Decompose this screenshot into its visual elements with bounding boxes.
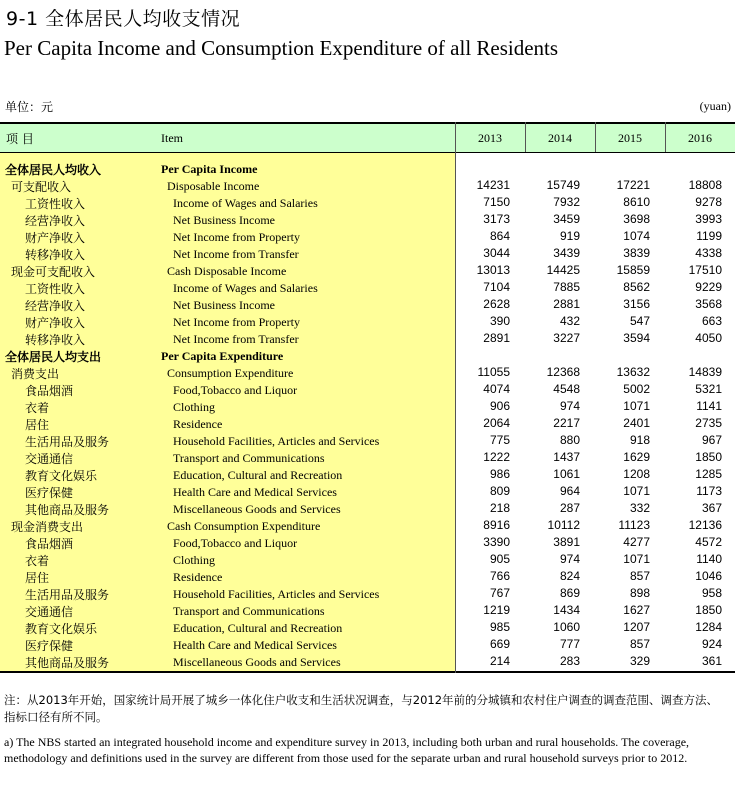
footnote-en: a) The NBS started an integrated household income and expenditure survey in 2013, including both urban and rural households. The coverage, methodology and definitions used in the survey are different from those used for the separate urban and rural household surveys prior to 2012. [4,735,690,765]
table-row [0,432,735,449]
cell-value: 4277 [623,535,650,549]
row-label-cn: 财产净收入 [25,231,86,245]
row-label-en: Education, Cultural and Recreation [173,468,343,482]
cell-value: 3439 [553,246,580,260]
cell-value: 1629 [623,450,650,464]
cell-value: 3044 [483,246,510,260]
row-label-en: Cash Disposable Income [167,264,287,278]
cell-value: 12368 [546,365,580,379]
footnote-cn: 注：从2013年开始，国家统计局开展了城乡一体化住户收支和生活状况调查，与2012年前的分城镇和农村住户调查的调查范围、调查方法、指标口径有所不同。 [4,693,719,724]
cell-value: 958 [701,586,722,600]
cell-value: 1850 [695,603,722,617]
cell-value: 5002 [623,382,650,396]
page-title-cn: 9-1 全体居民人均收支情况 [6,8,241,30]
table-row [0,347,735,364]
table-bottom-rule [0,671,735,673]
row-label-cn: 教育文化娱乐 [25,622,98,636]
cell-value: 964 [559,484,580,498]
cell-value: 2217 [553,416,580,430]
row-label-en: Food,Tobacco and Liquor [173,536,298,550]
header-year: 2016 [688,131,712,145]
table-row [0,330,735,347]
cell-value: 2401 [623,416,650,430]
row-label-en: Household Facilities, Articles and Services [173,434,380,448]
cell-value: 775 [489,433,510,447]
table-row [0,228,735,245]
cell-value: 974 [559,399,580,413]
row-label-cn: 食品烟酒 [25,537,74,551]
cell-value: 857 [629,637,650,651]
row-label-cn: 现金可支配收入 [11,265,96,279]
table-row [0,534,735,551]
row-label-cn: 消费支出 [11,367,60,381]
cell-value: 8916 [483,518,510,532]
cell-value: 1627 [623,603,650,617]
cell-value: 14231 [476,178,510,192]
table-row [0,551,735,568]
cell-value: 967 [701,433,722,447]
row-label-cn: 衣着 [25,401,50,415]
cell-value: 1173 [696,484,722,498]
column-divider [595,122,596,152]
cell-value: 663 [701,314,722,328]
cell-value: 11123 [618,518,650,532]
table-row [0,568,735,585]
row-label-cn: 医疗保健 [25,486,74,500]
table-top-rule [0,122,735,124]
cell-value: 3227 [553,331,580,345]
cell-value: 329 [629,654,650,668]
cell-value: 17221 [616,178,650,192]
cell-value: 390 [489,314,510,328]
cell-value: 14425 [546,263,580,277]
row-label-en: Net Income from Transfer [173,247,299,261]
cell-value: 3173 [483,212,510,226]
cell-value: 1437 [553,450,580,464]
cell-value: 918 [629,433,650,447]
header-year: 2014 [548,131,572,145]
cell-value: 218 [489,501,510,515]
row-label-cn: 财产净收入 [25,316,86,330]
table-row [0,398,735,415]
table-row [0,585,735,602]
cell-value: 3594 [623,331,650,345]
column-divider [665,122,666,152]
row-label-en: Per Capita Income [161,162,258,176]
cell-value: 367 [701,501,722,515]
row-label-cn: 教育文化娱乐 [25,469,98,483]
cell-value: 669 [489,637,510,651]
row-label-en: Health Care and Medical Services [173,638,337,652]
cell-value: 1071 [623,399,650,413]
cell-value: 924 [701,637,722,651]
row-label-en: Household Facilities, Articles and Services [173,587,380,601]
cell-value: 332 [629,501,650,515]
row-label-en: Income of Wages and Salaries [173,196,318,210]
row-label-en: Food,Tobacco and Liquor [173,383,298,397]
cell-value: 869 [559,586,580,600]
cell-value: 2064 [483,416,510,430]
row-label-cn: 其他商品及服务 [25,503,110,517]
unit-label-en: (yuan) [699,99,731,113]
row-label-cn: 医疗保健 [25,639,74,653]
table-row [0,194,735,211]
table-row [0,449,735,466]
row-label-en: Education, Cultural and Recreation [173,621,343,635]
row-label-cn: 生活用品及服务 [25,435,110,449]
cell-value: 8562 [623,280,650,294]
cell-value: 1141 [696,399,722,413]
cell-value: 1207 [623,620,650,634]
cell-value: 10112 [547,518,580,532]
row-label-en: Transport and Communications [173,451,325,465]
cell-value: 1285 [695,467,722,481]
row-label-en: Health Care and Medical Services [173,485,337,499]
cell-value: 974 [559,552,580,566]
table-header [0,122,735,152]
cell-value: 1850 [695,450,722,464]
cell-value: 906 [489,399,510,413]
cell-value: 14839 [688,365,722,379]
column-divider [525,122,526,152]
cell-value: 3891 [553,535,580,549]
cell-value: 3459 [553,212,580,226]
table-row [0,160,735,177]
cell-value: 7104 [483,280,510,294]
table-row [0,653,735,670]
table-row [0,279,735,296]
page-title-en: Per Capita Income and Consumption Expenditure of all Residents [4,36,559,60]
cell-value: 1071 [623,552,650,566]
row-label-en: Clothing [173,400,216,414]
cell-value: 1071 [623,484,650,498]
cell-value: 361 [701,654,722,668]
table-row [0,636,735,653]
cell-value: 432 [559,314,580,328]
cell-value: 824 [559,569,580,583]
table-body [0,160,735,670]
cell-value: 3839 [623,246,650,260]
cell-value: 2891 [483,331,510,345]
row-label-en: Net Income from Transfer [173,332,299,346]
cell-value: 857 [629,569,650,583]
cell-value: 1074 [623,229,650,243]
table-row [0,602,735,619]
table-row [0,262,735,279]
row-label-cn: 经营净收入 [25,214,86,228]
row-label-cn: 交通通信 [25,605,74,619]
row-label-en: Income of Wages and Salaries [173,281,318,295]
row-label-cn: 可支配收入 [11,180,72,194]
cell-value: 9278 [695,195,722,209]
cell-value: 4338 [695,246,722,260]
cell-value: 17510 [688,263,722,277]
cell-value: 1061 [553,467,580,481]
cell-value: 547 [629,314,650,328]
cell-value: 986 [489,467,510,481]
cell-value: 3568 [695,297,722,311]
row-label-en: Residence [173,570,223,584]
cell-value: 864 [489,229,510,243]
cell-value: 1222 [483,450,510,464]
table-row [0,296,735,313]
header-year: 2015 [618,131,642,145]
cell-value: 809 [489,484,510,498]
cell-value: 4050 [695,331,722,345]
row-label-cn: 食品烟酒 [25,384,74,398]
row-label-en: Miscellaneous Goods and Services [173,655,341,669]
cell-value: 1284 [695,620,722,634]
table-row [0,177,735,194]
row-label-cn: 生活用品及服务 [25,588,110,602]
table-row [0,364,735,381]
row-label-en: Net Business Income [173,213,275,227]
row-label-en: Disposable Income [167,179,260,193]
cell-value: 3698 [623,212,650,226]
cell-value: 919 [559,229,580,243]
cell-value: 12136 [688,518,722,532]
table-row [0,381,735,398]
row-label-cn: 现金消费支出 [11,520,84,534]
header-item-en: Item [161,131,183,145]
cell-value: 4548 [553,382,580,396]
cell-value: 1219 [483,603,510,617]
cell-value: 13632 [616,365,650,379]
row-label-en: Net Income from Property [173,230,300,244]
cell-value: 7885 [553,280,580,294]
table-row [0,483,735,500]
row-label-en: Net Income from Property [173,315,300,329]
row-label-en: Clothing [173,553,216,567]
table-row [0,415,735,432]
row-label-cn: 全体居民人均收入 [5,163,102,177]
row-label-cn: 经营净收入 [25,299,86,313]
row-label-cn: 工资性收入 [25,197,86,211]
table-row [0,619,735,636]
cell-value: 15859 [616,263,650,277]
cell-value: 2735 [695,416,722,430]
row-label-cn: 居住 [25,571,50,585]
table-row [0,517,735,534]
cell-value: 767 [489,586,510,600]
row-label-en: Miscellaneous Goods and Services [173,502,341,516]
cell-value: 3993 [695,212,722,226]
table-row [0,313,735,330]
cell-value: 13013 [476,263,510,277]
cell-value: 898 [629,586,650,600]
cell-value: 214 [489,654,510,668]
cell-value: 5321 [695,382,722,396]
row-label-cn: 转移净收入 [25,248,86,262]
cell-value: 3156 [623,297,650,311]
row-label-en: Per Capita Expenditure [161,349,284,363]
row-label-en: Residence [173,417,223,431]
cell-value: 15749 [546,178,580,192]
header-rule [0,152,735,153]
cell-value: 1208 [623,467,650,481]
cell-value: 3390 [483,535,510,549]
cell-value: 18808 [688,178,722,192]
cell-value: 880 [559,433,580,447]
cell-value: 2881 [553,297,580,311]
cell-value: 7150 [483,195,510,209]
row-label-en: Net Business Income [173,298,275,312]
row-label-en: Consumption Expenditure [167,366,294,380]
cell-value: 283 [559,654,580,668]
header-year: 2013 [478,131,502,145]
cell-value: 905 [489,552,510,566]
row-label-cn: 转移净收入 [25,333,86,347]
row-label-cn: 居住 [25,418,50,432]
data-table [0,122,735,673]
row-label-cn: 其他商品及服务 [25,656,110,670]
cell-value: 8610 [623,195,650,209]
row-label-cn: 全体居民人均支出 [5,350,102,364]
row-label-cn: 交通通信 [25,452,74,466]
cell-value: 1199 [696,229,722,243]
row-label-en: Transport and Communications [173,604,325,618]
cell-value: 766 [489,569,510,583]
cell-value: 1046 [695,569,722,583]
cell-value: 4572 [695,535,722,549]
cell-value: 9229 [695,280,722,294]
row-label-cn: 工资性收入 [25,282,86,296]
table-row [0,466,735,483]
cell-value: 777 [559,637,580,651]
table-row [0,211,735,228]
row-label-cn: 衣着 [25,554,50,568]
unit-label-cn: 单位：元 [5,100,54,114]
cell-value: 7932 [553,195,580,209]
table-row [0,245,735,262]
cell-value: 4074 [483,382,510,396]
cell-value: 985 [489,620,510,634]
cell-value: 11055 [477,365,510,379]
cell-value: 1434 [553,603,580,617]
row-label-en: Cash Consumption Expenditure [167,519,321,533]
cell-value: 2628 [483,297,510,311]
column-divider [455,122,456,152]
cell-value: 1140 [696,552,722,566]
cell-value: 287 [559,501,580,515]
cell-value: 1060 [553,620,580,634]
header-item-cn: 项 目 [6,132,34,146]
table-row [0,500,735,517]
